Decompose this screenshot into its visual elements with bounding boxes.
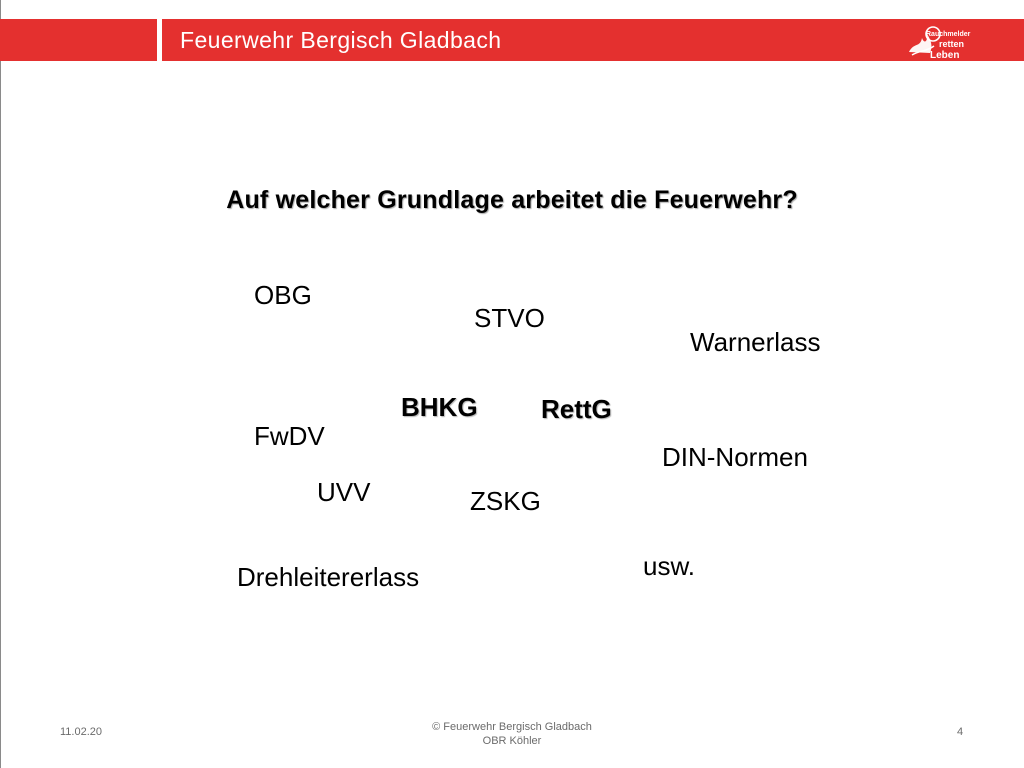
header-divider bbox=[157, 19, 162, 61]
term-drehleitererlass: Drehleitererlass bbox=[237, 562, 420, 592]
svg-text:Rauchmelder: Rauchmelder bbox=[926, 31, 971, 38]
footer-page-number: 4 bbox=[957, 726, 964, 738]
term-fwdv: FwDV bbox=[254, 421, 325, 451]
svg-text:retten: retten bbox=[939, 39, 965, 49]
footer-author: OBR Köhler bbox=[482, 735, 542, 747]
footer-copyright: © Feuerwehr Bergisch Gladbach bbox=[432, 721, 592, 733]
svg-text:Leben: Leben bbox=[930, 50, 960, 60]
term-rettg: RettG bbox=[541, 394, 612, 424]
term-warnerlass: Warnerlass bbox=[690, 327, 821, 357]
term-stvo: STVO bbox=[474, 303, 545, 333]
slide-question: Auf welcher Grundlage arbeitet die Feuerwehr? bbox=[226, 186, 798, 214]
term-zskg: ZSKG bbox=[470, 486, 541, 516]
header-title: Feuerwehr Bergisch Gladbach bbox=[180, 27, 502, 53]
term-usw: usw. bbox=[643, 551, 696, 581]
rauchmelder-logo-icon bbox=[906, 22, 976, 60]
term-din-normen: DIN-Normen bbox=[662, 442, 808, 472]
header-band bbox=[0, 19, 1024, 61]
footer-copyright-block bbox=[0, 720, 1024, 748]
footer-date: 11.02.20 bbox=[60, 726, 103, 738]
slide-left-border bbox=[0, 0, 1, 768]
term-uvv: UVV bbox=[317, 477, 371, 507]
term-bhkg: BHKG bbox=[401, 392, 478, 422]
term-obg: OBG bbox=[254, 280, 312, 310]
